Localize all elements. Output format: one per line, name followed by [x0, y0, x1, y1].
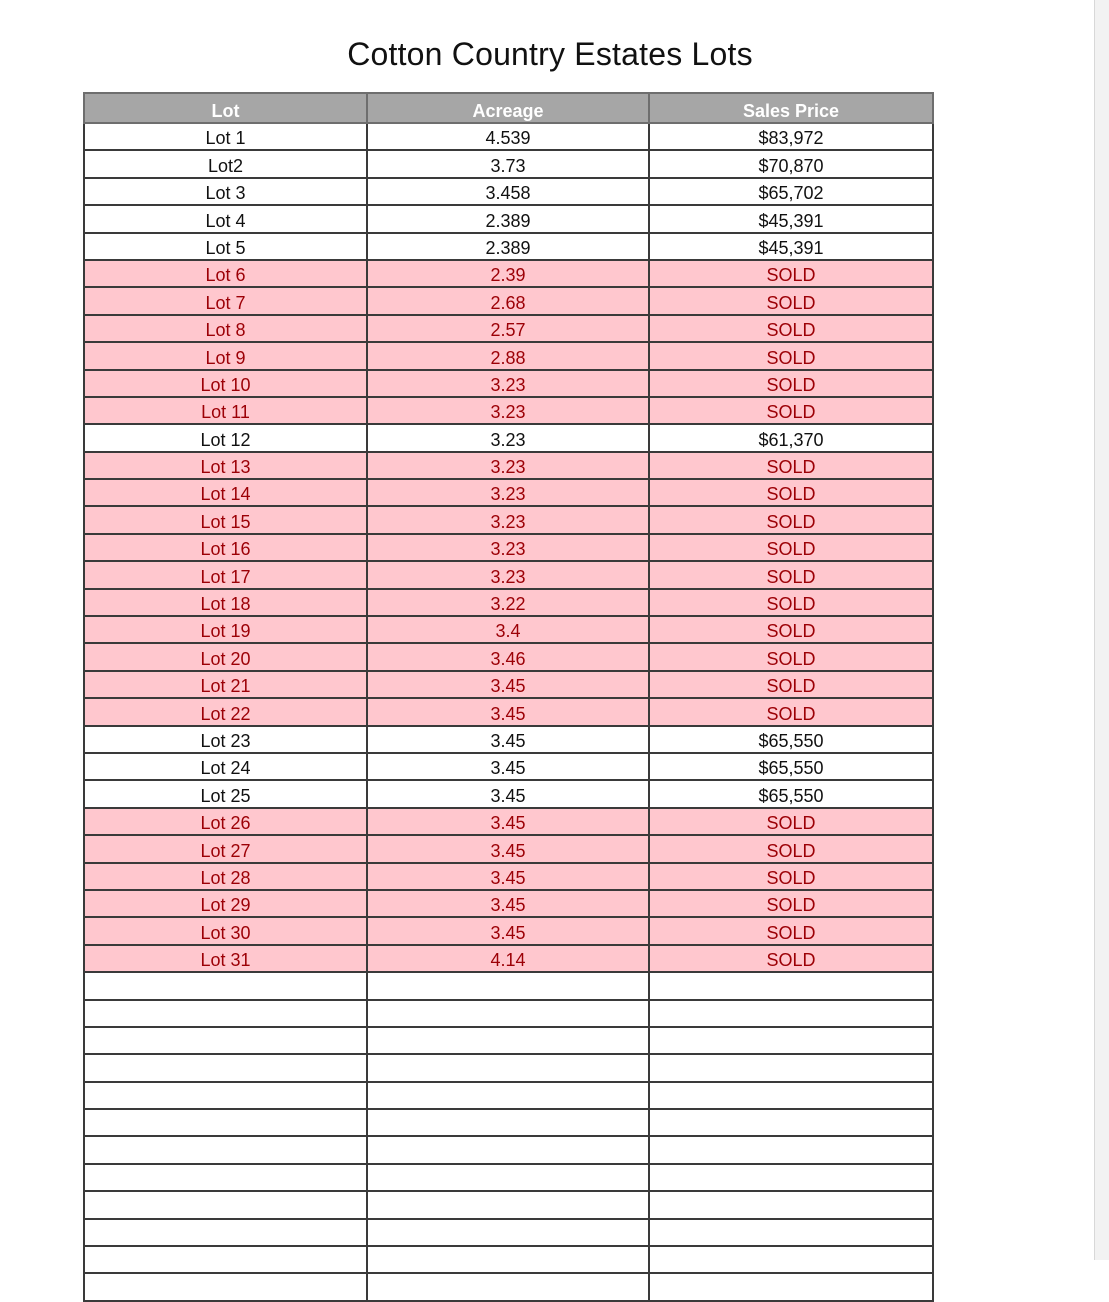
cell-lot: Lot 13 — [84, 452, 367, 479]
table-row — [84, 315, 933, 342]
cell-lot: Lot 17 — [84, 561, 367, 588]
cell-sales-price: $65,550 — [649, 753, 933, 780]
cell-acreage: 3.23 — [367, 370, 649, 397]
cell-sales-price — [649, 1273, 933, 1300]
table-row — [84, 287, 933, 314]
cell-sales-price: SOLD — [649, 890, 933, 917]
cell-acreage: 2.88 — [367, 342, 649, 369]
cell-acreage — [367, 1136, 649, 1163]
cell-sales-price — [649, 1082, 933, 1109]
table-row — [84, 534, 933, 561]
cell-acreage: 3.45 — [367, 917, 649, 944]
cell-sales-price: SOLD — [649, 945, 933, 972]
cell-sales-price: SOLD — [649, 671, 933, 698]
cell-sales-price: $61,370 — [649, 424, 933, 451]
table-row — [84, 506, 933, 533]
cell-lot: Lot 27 — [84, 835, 367, 862]
table-row — [84, 178, 933, 205]
cell-sales-price: SOLD — [649, 452, 933, 479]
table-row — [84, 260, 933, 287]
page-edge — [1094, 0, 1109, 1260]
cell-acreage: 3.45 — [367, 780, 649, 807]
cell-acreage: 3.45 — [367, 698, 649, 725]
table-row — [84, 452, 933, 479]
table-row — [84, 616, 933, 643]
table-row — [84, 643, 933, 670]
cell-lot — [84, 1164, 367, 1191]
cell-sales-price: SOLD — [649, 863, 933, 890]
cell-acreage: 2.39 — [367, 260, 649, 287]
table-row — [84, 205, 933, 232]
cell-lot: Lot 19 — [84, 616, 367, 643]
table-header-row — [84, 93, 933, 123]
cell-lot: Lot 30 — [84, 917, 367, 944]
cell-sales-price: $45,391 — [649, 233, 933, 260]
cell-acreage: 3.45 — [367, 671, 649, 698]
table-row — [84, 726, 933, 753]
table-row — [84, 671, 933, 698]
cell-sales-price: $70,870 — [649, 150, 933, 177]
table-row — [84, 1082, 933, 1109]
cell-sales-price: SOLD — [649, 260, 933, 287]
cell-lot — [84, 1109, 367, 1136]
cell-sales-price — [649, 1000, 933, 1027]
cell-lot: Lot 4 — [84, 205, 367, 232]
cell-acreage — [367, 1027, 649, 1054]
cell-lot: Lot 28 — [84, 863, 367, 890]
cell-acreage — [367, 1054, 649, 1081]
cell-sales-price — [649, 1136, 933, 1163]
cell-lot: Lot 16 — [84, 534, 367, 561]
cell-sales-price: SOLD — [649, 506, 933, 533]
table-row — [84, 589, 933, 616]
cell-acreage: 3.45 — [367, 890, 649, 917]
cell-sales-price: SOLD — [649, 616, 933, 643]
table-row — [84, 479, 933, 506]
header-sales-price: Sales Price — [649, 93, 933, 123]
cell-acreage — [367, 1191, 649, 1218]
cell-sales-price: $65,550 — [649, 726, 933, 753]
table-row — [84, 1273, 933, 1300]
cell-lot: Lot 24 — [84, 753, 367, 780]
table-row — [84, 150, 933, 177]
cell-sales-price: SOLD — [649, 917, 933, 944]
cell-sales-price: SOLD — [649, 397, 933, 424]
cell-lot: Lot2 — [84, 150, 367, 177]
cell-lot — [84, 1027, 367, 1054]
cell-sales-price: SOLD — [649, 808, 933, 835]
header-lot: Lot — [84, 93, 367, 123]
cell-acreage: 4.14 — [367, 945, 649, 972]
cell-acreage: 3.45 — [367, 808, 649, 835]
cell-acreage — [367, 1082, 649, 1109]
cell-lot: Lot 5 — [84, 233, 367, 260]
cell-sales-price — [649, 972, 933, 999]
cell-lot — [84, 1136, 367, 1163]
cell-acreage: 3.23 — [367, 479, 649, 506]
cell-sales-price: SOLD — [649, 534, 933, 561]
cell-acreage: 4.539 — [367, 123, 649, 150]
table-row — [84, 945, 933, 972]
cell-lot: Lot 12 — [84, 424, 367, 451]
cell-acreage: 3.45 — [367, 726, 649, 753]
cell-sales-price: SOLD — [649, 643, 933, 670]
cell-acreage: 3.45 — [367, 753, 649, 780]
cell-sales-price: SOLD — [649, 479, 933, 506]
cell-acreage: 3.23 — [367, 452, 649, 479]
table-row — [84, 972, 933, 999]
cell-acreage: 3.23 — [367, 506, 649, 533]
cell-acreage — [367, 1000, 649, 1027]
cell-acreage: 3.23 — [367, 424, 649, 451]
cell-sales-price: $45,391 — [649, 205, 933, 232]
table-row — [84, 1109, 933, 1136]
cell-acreage: 3.45 — [367, 835, 649, 862]
cell-lot: Lot 1 — [84, 123, 367, 150]
table-row — [84, 863, 933, 890]
cell-sales-price — [649, 1027, 933, 1054]
header-acreage: Acreage — [367, 93, 649, 123]
cell-sales-price — [649, 1054, 933, 1081]
table-row — [84, 424, 933, 451]
cell-acreage: 2.389 — [367, 205, 649, 232]
cell-lot: Lot 25 — [84, 780, 367, 807]
cell-acreage: 2.57 — [367, 315, 649, 342]
table-row — [84, 342, 933, 369]
cell-acreage: 3.45 — [367, 863, 649, 890]
cell-acreage: 3.23 — [367, 534, 649, 561]
table-row — [84, 808, 933, 835]
table-row — [84, 890, 933, 917]
table-row — [84, 1164, 933, 1191]
table-row — [84, 1136, 933, 1163]
cell-lot: Lot 9 — [84, 342, 367, 369]
page-title: Cotton Country Estates Lots — [347, 36, 753, 72]
cell-lot: Lot 20 — [84, 643, 367, 670]
cell-lot — [84, 1054, 367, 1081]
cell-acreage — [367, 1164, 649, 1191]
cell-lot: Lot 23 — [84, 726, 367, 753]
cell-lot — [84, 972, 367, 999]
table-row — [84, 698, 933, 725]
cell-sales-price — [649, 1219, 933, 1246]
cell-sales-price: SOLD — [649, 561, 933, 588]
cell-lot — [84, 1191, 367, 1218]
table-row — [84, 397, 933, 424]
cell-sales-price — [649, 1164, 933, 1191]
cell-acreage: 3.458 — [367, 178, 649, 205]
cell-acreage — [367, 972, 649, 999]
table-row — [84, 561, 933, 588]
cell-lot: Lot 10 — [84, 370, 367, 397]
cell-lot: Lot 6 — [84, 260, 367, 287]
cell-lot: Lot 3 — [84, 178, 367, 205]
cell-lot: Lot 26 — [84, 808, 367, 835]
cell-acreage: 3.46 — [367, 643, 649, 670]
cell-acreage: 3.23 — [367, 397, 649, 424]
cell-acreage — [367, 1273, 649, 1300]
cell-lot: Lot 21 — [84, 671, 367, 698]
table-row — [84, 1000, 933, 1027]
cell-acreage — [367, 1109, 649, 1136]
cell-lot: Lot 22 — [84, 698, 367, 725]
cell-sales-price: $83,972 — [649, 123, 933, 150]
lots-table — [83, 92, 934, 1302]
cell-sales-price: SOLD — [649, 698, 933, 725]
cell-lot: Lot 8 — [84, 315, 367, 342]
cell-acreage — [367, 1219, 649, 1246]
cell-lot: Lot 14 — [84, 479, 367, 506]
table-row — [84, 1191, 933, 1218]
cell-sales-price: SOLD — [649, 370, 933, 397]
table-row — [84, 753, 933, 780]
table-row — [84, 1054, 933, 1081]
cell-lot: Lot 18 — [84, 589, 367, 616]
table-row — [84, 917, 933, 944]
cell-lot: Lot 15 — [84, 506, 367, 533]
cell-sales-price — [649, 1191, 933, 1218]
table-row — [84, 835, 933, 862]
cell-lot: Lot 31 — [84, 945, 367, 972]
cell-lot: Lot 29 — [84, 890, 367, 917]
cell-sales-price: SOLD — [649, 287, 933, 314]
cell-acreage: 3.23 — [367, 561, 649, 588]
table-row — [84, 370, 933, 397]
cell-sales-price: $65,702 — [649, 178, 933, 205]
table-row — [84, 1027, 933, 1054]
cell-lot — [84, 1000, 367, 1027]
cell-lot — [84, 1082, 367, 1109]
table-body — [84, 123, 933, 1301]
cell-sales-price: SOLD — [649, 342, 933, 369]
cell-acreage: 3.73 — [367, 150, 649, 177]
cell-sales-price: SOLD — [649, 315, 933, 342]
cell-lot: Lot 7 — [84, 287, 367, 314]
cell-sales-price: SOLD — [649, 589, 933, 616]
cell-acreage: 2.68 — [367, 287, 649, 314]
cell-lot: Lot 11 — [84, 397, 367, 424]
table-row — [84, 780, 933, 807]
table-row — [84, 123, 933, 150]
cell-acreage: 3.4 — [367, 616, 649, 643]
cell-acreage: 3.22 — [367, 589, 649, 616]
cell-lot — [84, 1273, 367, 1300]
cell-sales-price: $65,550 — [649, 780, 933, 807]
cell-acreage: 2.389 — [367, 233, 649, 260]
table-row — [84, 233, 933, 260]
cell-sales-price: SOLD — [649, 835, 933, 862]
cell-sales-price — [649, 1109, 933, 1136]
cell-lot — [84, 1219, 367, 1246]
table-row — [84, 1219, 933, 1246]
